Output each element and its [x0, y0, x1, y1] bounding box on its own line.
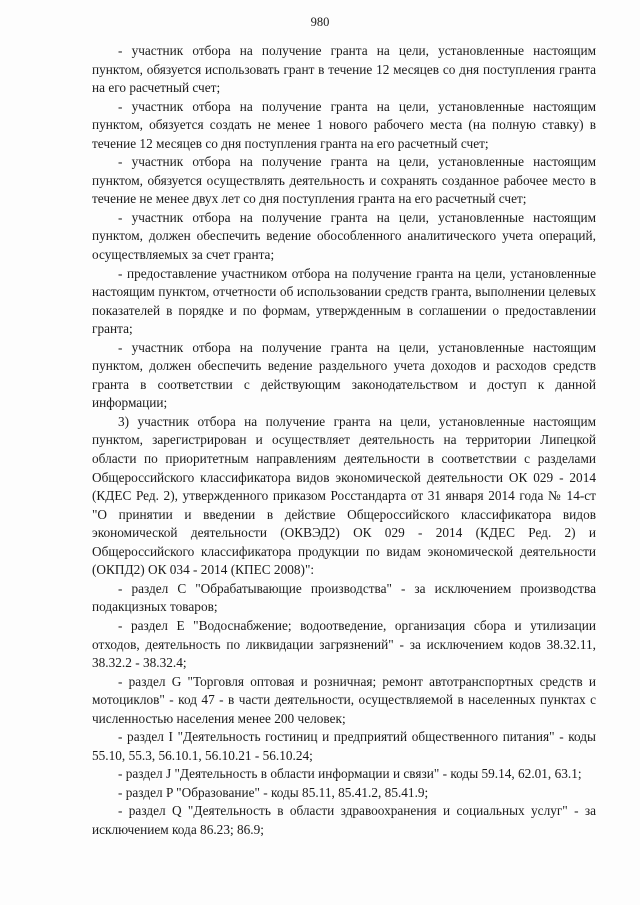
page-number: 980: [310, 15, 330, 29]
paragraph: - раздел I "Деятельность гостиниц и предприятий общественного питания" - коды 55.10, 55.3, 56.10.1, 56.10.21 - 56.10.24;: [92, 729, 596, 763]
paragraph: - раздел G "Торговля оптовая и розничная; ремонт автотранспортных средств и мотоциклов" - код 47 - в части деятельности, осуществляемой в населенных пунктах с численностью населения менее 200 человек;: [92, 673, 596, 726]
paragraph: - раздел J "Деятельность в области информации и связи" - коды 59.14, 62.01, 63.1;: [118, 766, 582, 782]
paragraph: - участник отбора на получение гранта на цели, установленные настоящим пунктом, обязуется создать не менее 1 нового рабочего места (на полную ставку) в течение 12 месяцев со дня поступления гранта на его расчетный счет;: [92, 98, 596, 151]
paragraph: - раздел E "Водоснабжение; водоотведение, организация сбора и утилизации отходов, деятельность по ликвидации загрязнений" - за исключением кодов 38.32.11, 38.32.2 - 38.32.4;: [92, 617, 596, 671]
paragraph: - участник отбора на получение гранта на цели, установленные настоящим пунктом, обязуется осуществлять деятельность и сохранять созданное рабочее место в течение не менее двух лет со дня поступления гранта на его расчетный счет;: [92, 154, 596, 207]
paragraph: - раздел С "Обрабатывающие производства" - за исключением производства подакцизных товаров;: [92, 580, 596, 615]
paragraph: - участник отбора на получение гранта на цели, установленные настоящим пунктом, должен обеспечить ведение обособленного аналитического учета операций, осуществляемых за счет гранта;: [92, 209, 596, 263]
paragraph: - участник отбора на получение гранта на цели, установленные настоящим пунктом, обязуется использовать грант в течение 12 месяцев со дня поступления гранта на его расчетный счет;: [92, 43, 596, 96]
paragraph: - предоставление участником отбора на получение гранта на цели, установленные настоящим пунктом, отчетности об использовании средств гранта, выполнении целевых показателей в порядке и по формам, утвержденным в соглашении о предоставлении гранта;: [92, 265, 596, 337]
paragraph: - участник отбора на получение гранта на цели, установленные настоящим пунктом, должен обеспечить ведение раздельного учета доходов и расходов средств гранта в соответствии с действующим законодательством и доступ к данной информации;: [92, 339, 596, 411]
document-body: [92, 42, 596, 840]
paragraph: 3) участник отбора на получение гранта на цели, установленные настоящим пунктом, зарегистрирован и осуществляет деятельность на территории Липецкой области по приоритетным направлениям деятельности в соответствии с разделами Общероссийского классификатора видов экономической деятельности ОК 029 - 2014 (КДЕС Ред. 2), утвержденного приказом Росстандарта от 31 января 2014 года № 14-ст "О принятии и введении в действие Общероссийского классификатора видов экономической деятельности (ОКВЭД2) ОК 029 - 2014 (КДЕС Ред. 2) и Общероссийского классификатора продукции по видам экономической деятельности (ОКПД2) ОК 034 - 2014 (КПЕС 2008)":: [92, 413, 596, 578]
paragraph: - раздел Q "Деятельность в области здравоохранения и социальных услуг" - за исключением кода 86.23; 86.9;: [92, 803, 596, 837]
paragraph: - раздел P "Образование" - коды 85.11, 85.41.2, 85.41.9;: [118, 784, 429, 800]
